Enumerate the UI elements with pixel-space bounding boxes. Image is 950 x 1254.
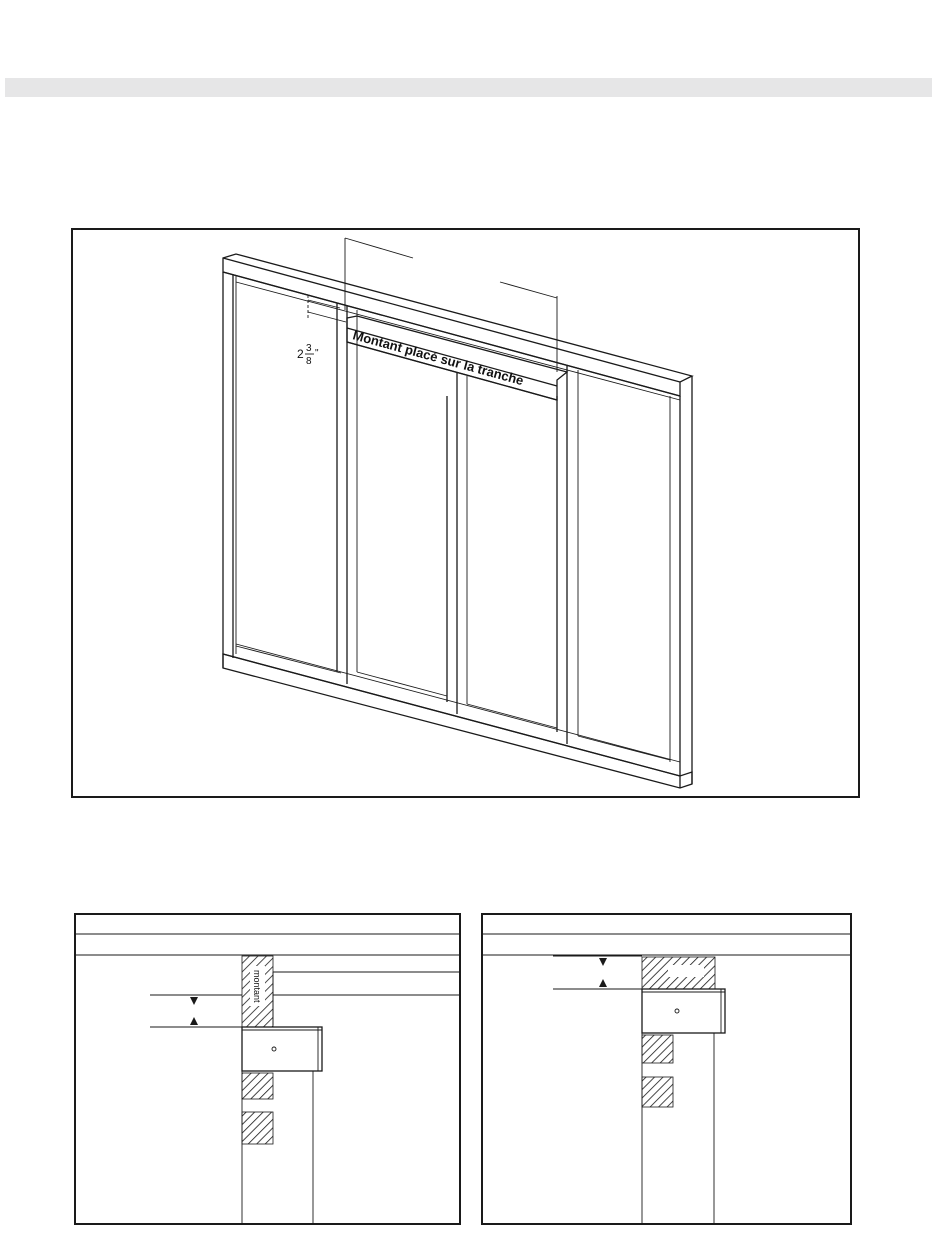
stud-section-mid bbox=[242, 1073, 273, 1099]
dimension-denominator: 8 bbox=[306, 356, 312, 367]
dimension-unit: " bbox=[315, 348, 319, 359]
detail-right-panel bbox=[481, 913, 852, 1225]
wall-diagram-panel bbox=[71, 228, 860, 798]
arrow-up bbox=[599, 979, 607, 987]
box-screw bbox=[272, 1047, 276, 1051]
detail-left-drawing bbox=[76, 915, 459, 1223]
stud-label: montant bbox=[252, 970, 262, 1003]
header-band bbox=[5, 78, 932, 97]
detail-left-panel bbox=[74, 913, 461, 1225]
dimension-numerator: 3 bbox=[306, 343, 312, 354]
stud-section-mid bbox=[642, 1035, 673, 1063]
callout-label: Montant placé sur la tranche bbox=[351, 327, 526, 389]
arrow-down bbox=[599, 958, 607, 966]
stud-section-low bbox=[242, 1112, 273, 1144]
arrow-up bbox=[190, 1017, 198, 1025]
wall-frame-drawing bbox=[73, 230, 858, 796]
electrical-box bbox=[642, 989, 725, 1033]
arrow-down bbox=[190, 997, 198, 1005]
stud-section-low bbox=[642, 1077, 673, 1107]
box-screw bbox=[675, 1009, 679, 1013]
dimension-whole: 2 bbox=[297, 347, 304, 361]
electrical-box bbox=[242, 1027, 322, 1071]
detail-right-drawing bbox=[483, 915, 850, 1223]
